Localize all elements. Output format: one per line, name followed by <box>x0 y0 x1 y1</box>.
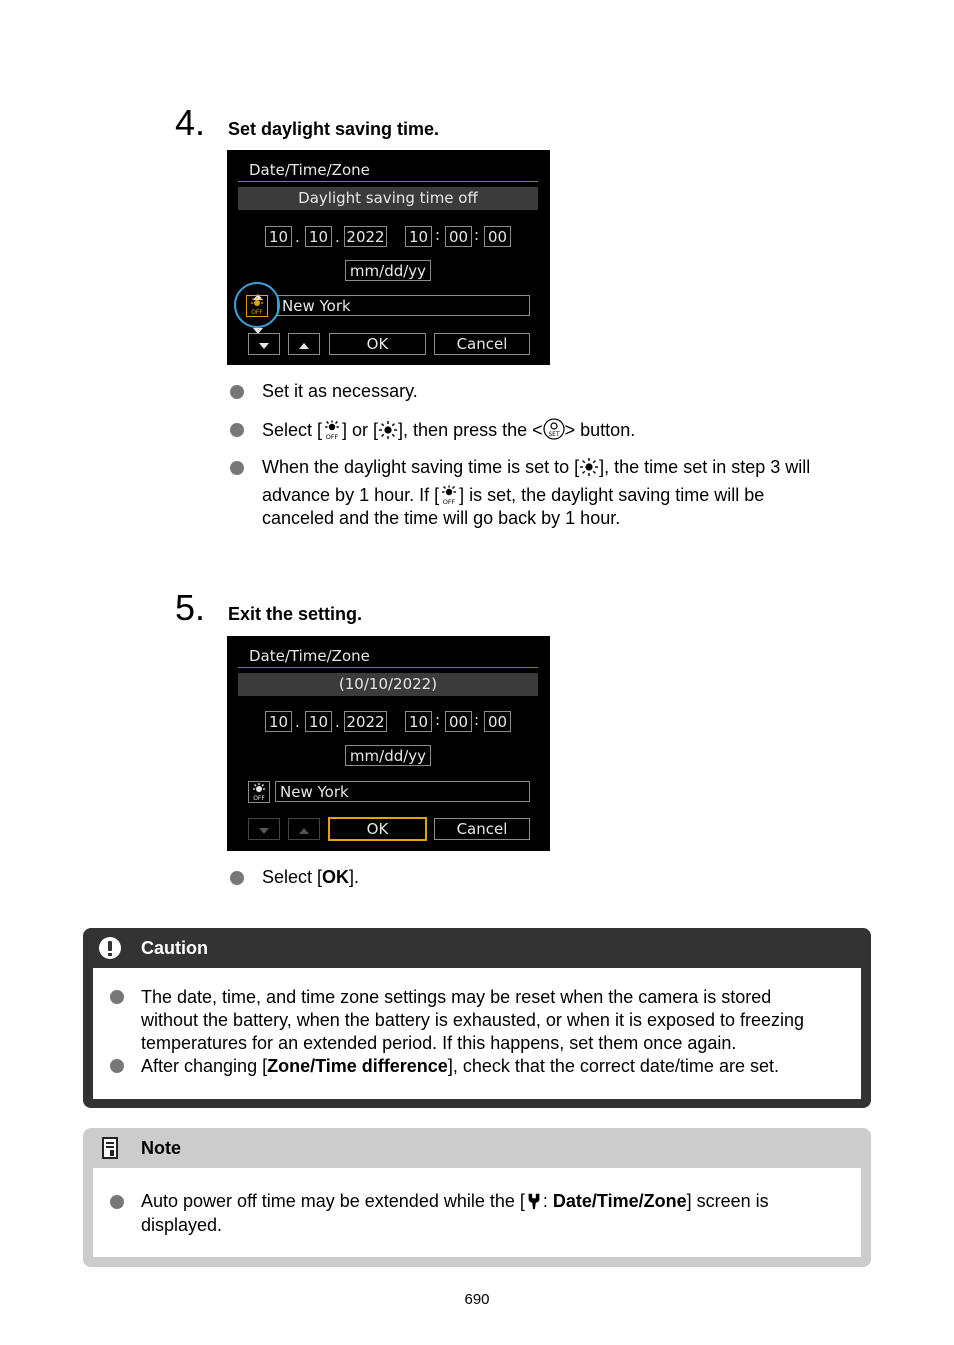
cancel-button[interactable]: Cancel <box>434 818 530 840</box>
screen-header: Date/Time/Zone <box>249 647 370 665</box>
dst-off-icon <box>439 485 459 505</box>
caution-body <box>93 968 861 1099</box>
step-title: Set daylight saving time. <box>228 119 440 139</box>
note-line: Auto power off time may be extended while the [ : Date/Time/Zone] screen is <box>141 1191 769 1211</box>
time-zone-field[interactable]: New York <box>275 781 530 802</box>
scroll-up-button[interactable] <box>288 818 320 840</box>
month-field[interactable]: 10 <box>265 226 292 247</box>
dst-off-icon <box>322 420 342 440</box>
bullet-text: When the daylight saving time is set to [ ], the time set in step 3 will <box>262 457 811 477</box>
svg-text:OFF: OFF <box>251 309 263 316</box>
camera-screen-daylight-saving <box>227 150 550 365</box>
note-icon <box>102 1137 118 1159</box>
date-separator: . <box>295 713 300 731</box>
bullet-dot <box>230 385 244 399</box>
svg-text:OFF: OFF <box>253 795 265 802</box>
year-field[interactable]: 2022 <box>344 226 387 247</box>
caution-line: temperatures for an extended period. If this happens, set them once again. <box>141 1033 737 1053</box>
ok-button[interactable]: OK <box>329 333 426 355</box>
second-field[interactable]: 00 <box>484 226 511 247</box>
minute-field[interactable]: 00 <box>445 711 472 732</box>
year-field[interactable]: 2022 <box>344 711 387 732</box>
caution-title: Caution <box>141 938 208 958</box>
caution-line: The date, time, and time zone settings may be reset when the camera is stored <box>141 987 772 1007</box>
header-divider <box>238 181 538 182</box>
scroll-down-button[interactable] <box>248 818 280 840</box>
day-field[interactable]: 10 <box>305 711 332 732</box>
time-separator: : <box>474 226 480 244</box>
dst-off-icon[interactable] <box>246 295 268 317</box>
date-format-field[interactable]: mm/dd/yy <box>345 260 431 281</box>
note-line: displayed. <box>141 1215 223 1235</box>
bullet-dot <box>110 1195 124 1209</box>
time-zone-field[interactable]: New York <box>277 295 530 316</box>
screen-status-bar: Daylight saving time off <box>238 187 538 210</box>
day-field[interactable]: 10 <box>305 226 332 247</box>
screen-status-bar: (10/10/2022) <box>238 673 538 696</box>
note-body <box>93 1168 861 1257</box>
hour-field[interactable]: 10 <box>405 226 432 247</box>
second-field[interactable]: 00 <box>484 711 511 732</box>
bullet-dot <box>110 990 124 1004</box>
camera-screen-exit-setting <box>227 636 550 851</box>
dst-on-icon <box>579 457 599 477</box>
ok-button[interactable]: OK <box>328 817 427 841</box>
date-separator: . <box>335 228 340 246</box>
date-separator: . <box>335 713 340 731</box>
step-number: 5. <box>175 587 206 628</box>
wrench-icon <box>525 1191 543 1211</box>
bullet-dot <box>230 871 244 885</box>
page-number: 690 <box>464 1291 490 1308</box>
bullet-text: Select [ OFF ] or [ ], then press the < SET > button. <box>262 420 636 440</box>
svg-text:OFF: OFF <box>442 498 456 505</box>
time-separator: : <box>435 711 441 729</box>
svg-text:OFF: OFF <box>325 433 339 440</box>
scroll-up-button[interactable] <box>288 333 320 355</box>
caution-box <box>83 928 871 1108</box>
month-field[interactable]: 10 <box>265 711 292 732</box>
bullet-text: Set it as necessary. <box>262 381 418 401</box>
caution-line: without the battery, when the battery is exhausted, or when it is exposed to freezing <box>141 1010 805 1030</box>
svg-text:SET: SET <box>548 431 560 438</box>
header-divider <box>238 667 538 668</box>
time-separator: : <box>435 226 441 244</box>
note-title: Note <box>141 1138 181 1158</box>
set-button-icon <box>543 418 565 440</box>
dst-on-icon <box>378 420 398 440</box>
dst-off-icon[interactable] <box>248 781 270 803</box>
bullet-dot <box>230 461 244 475</box>
cancel-button[interactable]: Cancel <box>434 333 530 355</box>
bullet-dot <box>230 423 244 437</box>
bullet-text: advance by 1 hour. If [ OFF ] is set, the daylight saving time will be <box>262 485 765 505</box>
step-number: 4. <box>175 102 206 143</box>
caution-icon <box>99 937 121 959</box>
minute-field[interactable]: 00 <box>445 226 472 247</box>
bullet-text: Select [OK]. <box>262 867 360 887</box>
time-separator: : <box>474 711 480 729</box>
caution-line: After changing [Zone/Time difference], check that the correct date/time are set. <box>141 1056 779 1076</box>
date-separator: . <box>295 228 300 246</box>
bullet-dot <box>110 1059 124 1073</box>
date-format-field[interactable]: mm/dd/yy <box>345 745 431 766</box>
scroll-down-button[interactable] <box>248 333 280 355</box>
note-box <box>83 1128 871 1267</box>
hour-field[interactable]: 10 <box>405 711 432 732</box>
bullet-text: canceled and the time will go back by 1 hour. <box>262 508 621 528</box>
screen-header: Date/Time/Zone <box>249 161 370 179</box>
step-title: Exit the setting. <box>228 604 363 624</box>
